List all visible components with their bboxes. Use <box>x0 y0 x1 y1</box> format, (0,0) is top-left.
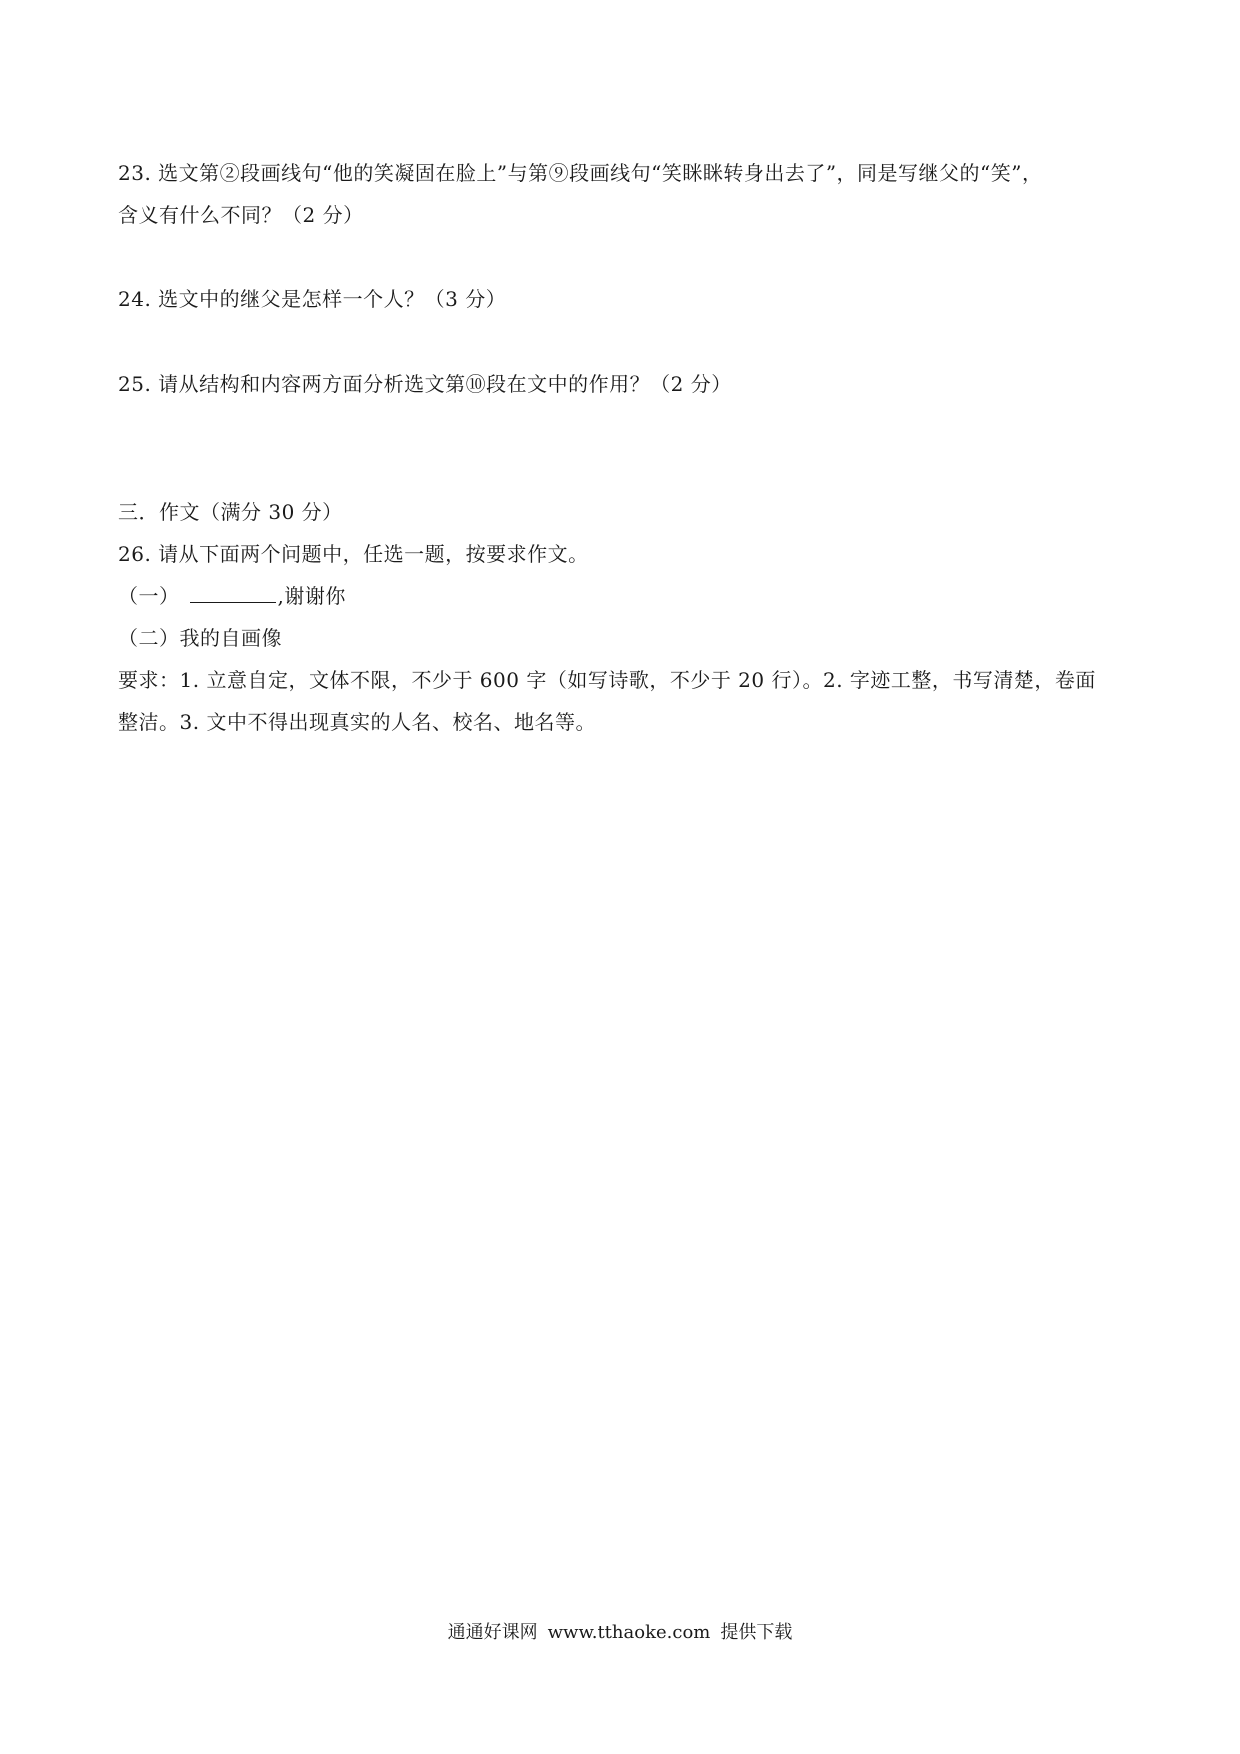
essay-section-title: 三．作文（满分 30 分） <box>118 500 343 524</box>
footer-url: www.tthaoke.com <box>547 1622 711 1643</box>
page-footer <box>0 1620 1240 1646</box>
footer-site-name: 通通好课网 <box>447 1622 538 1643</box>
footer-tail: 提供下载 <box>720 1622 793 1643</box>
question-25: 25. 请从结构和内容两方面分析选文第⑩段在文中的作用？（2 分） <box>118 372 732 396</box>
essay-option-2: （二）我的自画像 <box>118 626 282 650</box>
essay-option-1-suffix: ,谢谢你 <box>277 584 346 608</box>
essay-option-1 <box>118 581 346 611</box>
question-23-line-1: 23. 选文第②段画线句“他的笑凝固在脸上”与第⑨段画线句“笑眯眯转身出去了”，同是写继父的“笑”， <box>118 161 1043 185</box>
fill-in-blank <box>190 582 276 603</box>
question-24: 24. 选文中的继父是怎样一个人？（3 分） <box>118 287 507 311</box>
question-26: 26. 请从下面两个问题中，任选一题，按要求作文。 <box>118 542 589 566</box>
essay-option-1-prefix: （一） <box>118 584 180 608</box>
essay-requirements-line-2: 整洁。3. 文中不得出现真实的人名、校名、地名等。 <box>118 710 596 734</box>
essay-requirements-line-1: 要求：1. 立意自定，文体不限，不少于 600 字（如写诗歌，不少于 20 行）。2. 字迹工整，书写清楚，卷面 <box>118 668 1096 692</box>
question-23-line-2: 含义有什么不同？（2 分） <box>118 203 364 227</box>
